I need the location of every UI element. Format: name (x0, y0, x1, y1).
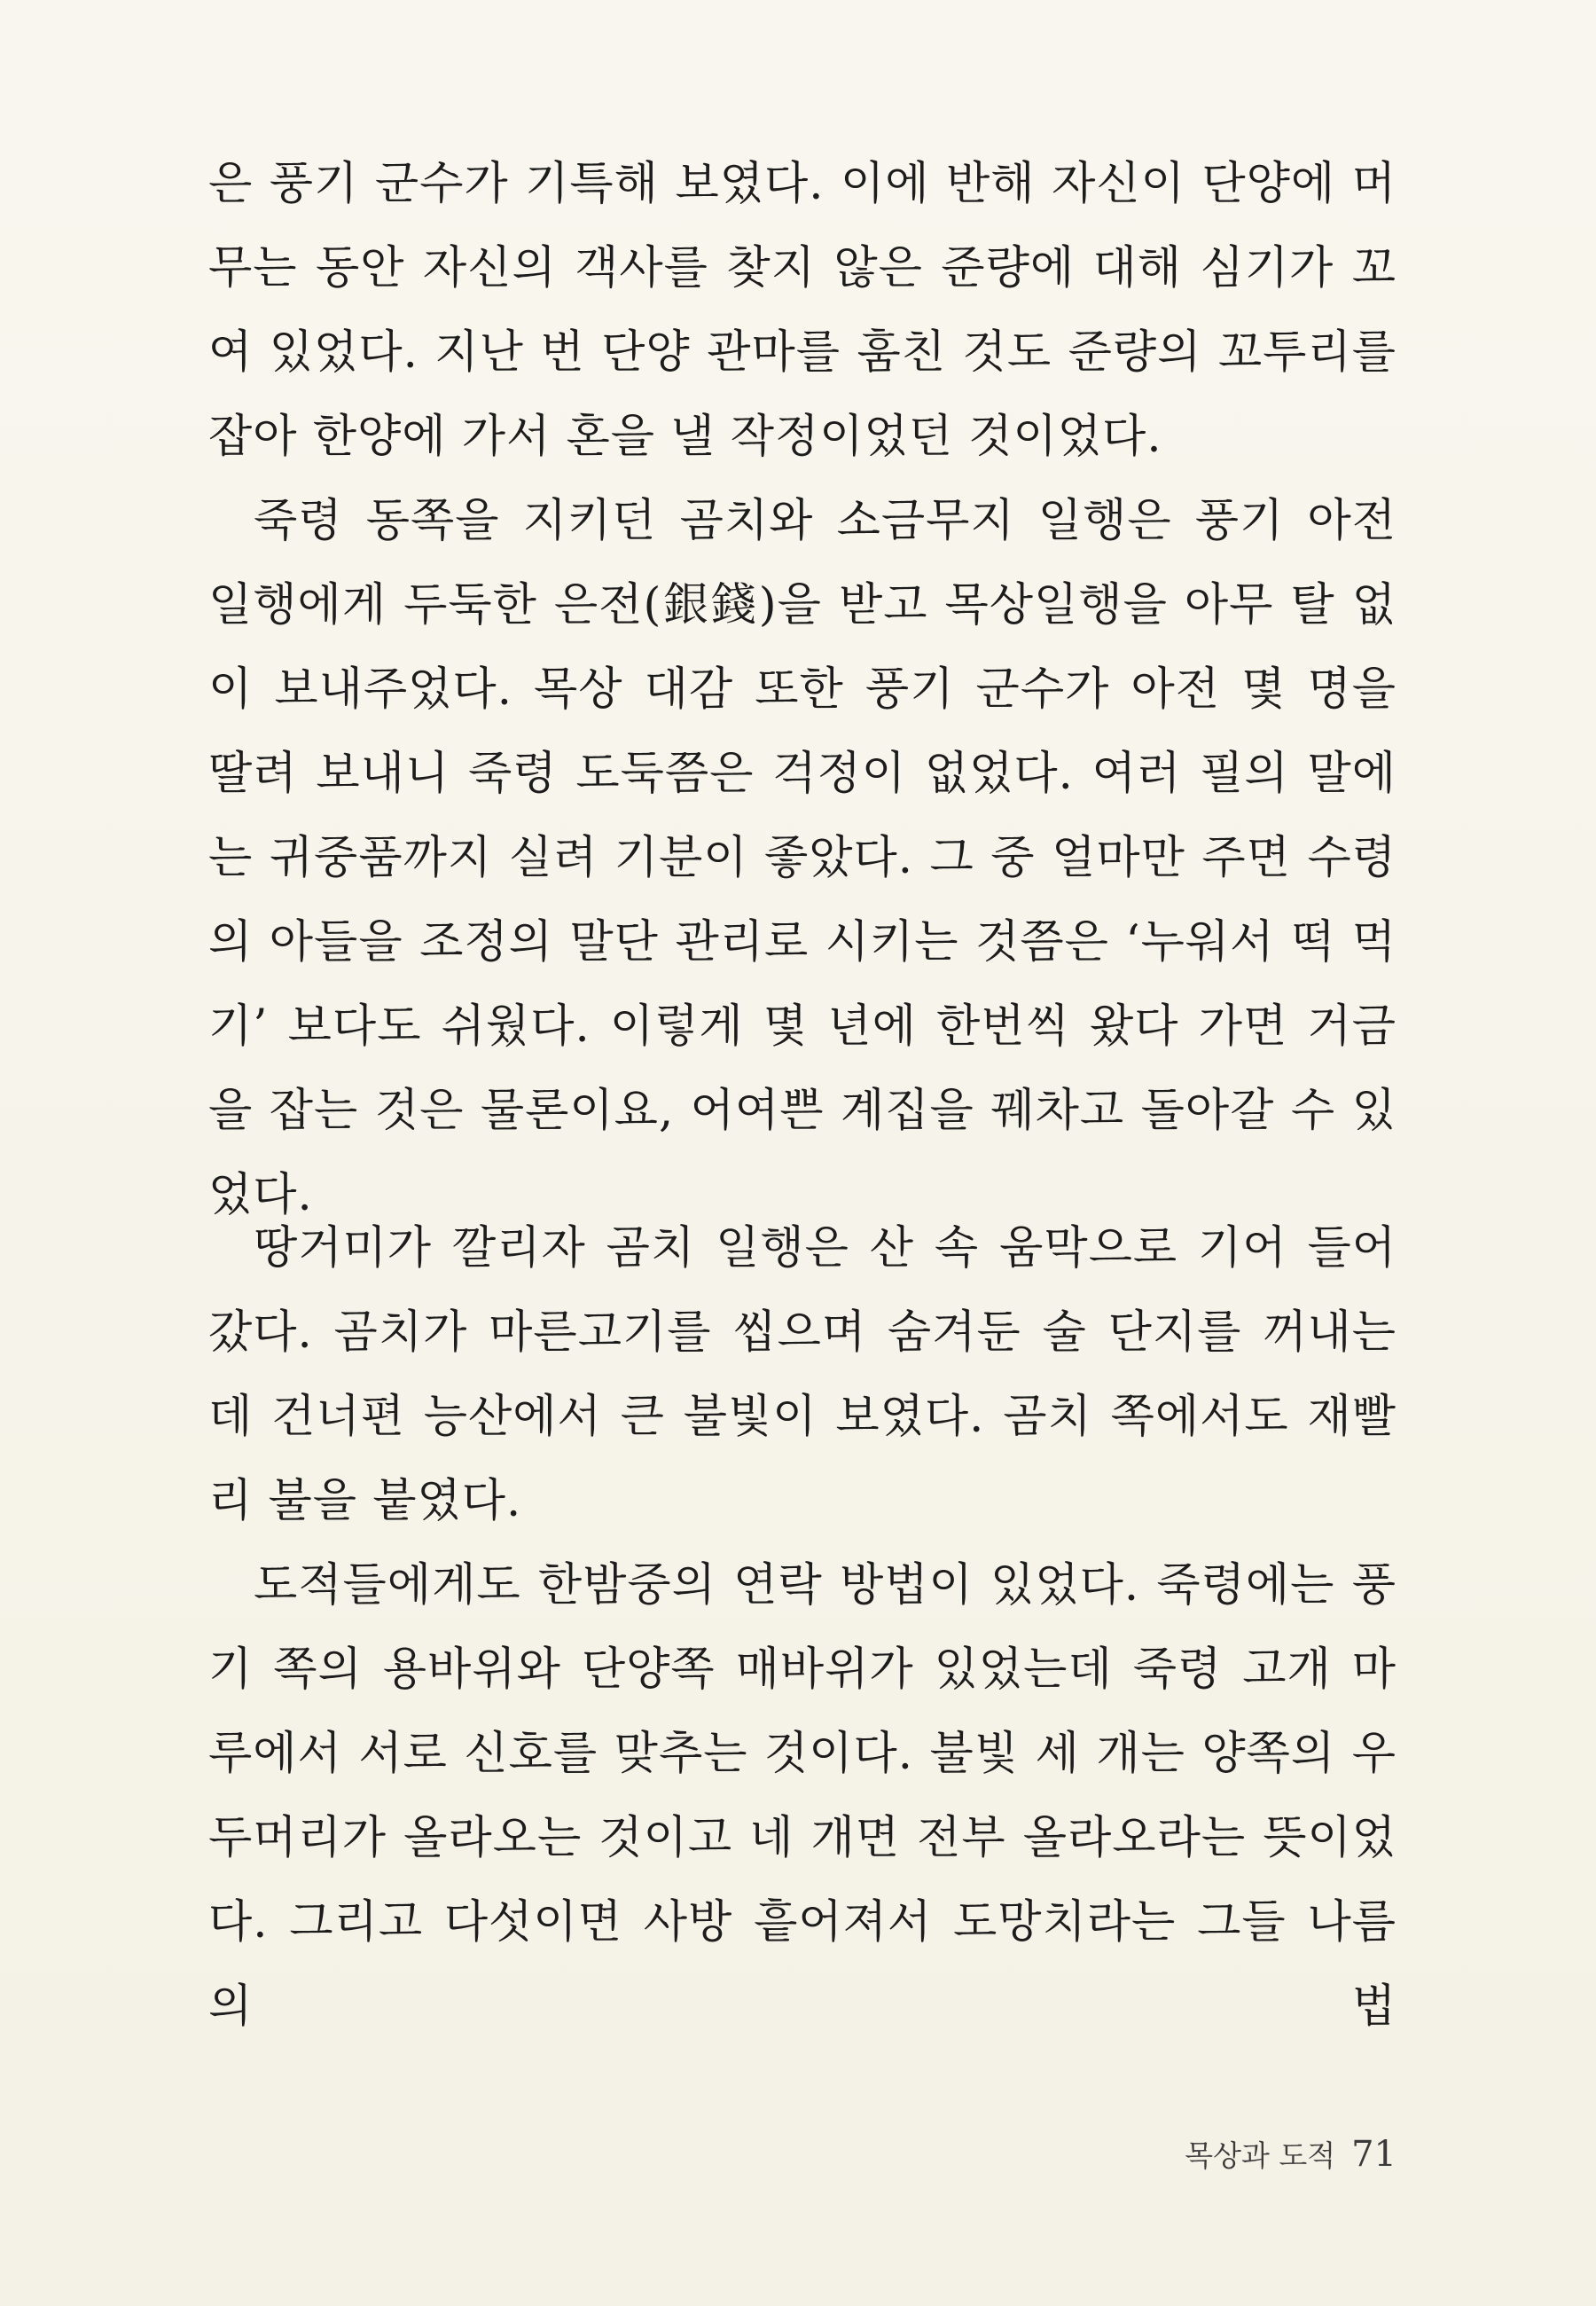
page-number: 71 (1351, 2134, 1396, 2175)
body-text-bottom (208, 1206, 1396, 2049)
paragraph: 도적들에게도 한밤중의 연락 방법이 있었다. 죽령에는 풍기 쪽의 용바위와 단양쪽 매바위가 있었는데 죽령 고개 마루에서 서로 신호를 맞추는 것이다. 불빛 세 개는 양쪽의 우두머리가 올라오는 것이고 네 개면 전부 올라오라는 뜻이었다. 그리고 다섯이면 사방 흩어져서 도망치라는 그들 나름의 법 (208, 1559, 1396, 2033)
running-title: 목상과 도적 (1185, 2138, 1336, 2173)
body-text-top (208, 142, 1396, 1237)
paragraph: 땅거미가 깔리자 곰치 일행은 산 속 움막으로 기어 들어갔다. 곰치가 마른고기를 씹으며 숨겨둔 술 단지를 꺼내는데 건너편 능산에서 큰 불빛이 보였다. 곰치 쪽에서도 재빨리 불을 붙였다. (208, 1222, 1396, 1527)
paragraph: 은 풍기 군수가 기특해 보였다. 이에 반해 자신이 단양에 머무는 동안 자신의 객사를 찾지 않은 준량에 대해 심기가 꼬여 있었다. 지난 번 단양 관마를 훔친 것도 준량의 꼬투리를 잡아 한양에 가서 혼을 낼 작정이었던 것이었다. (208, 158, 1396, 463)
paragraph: 죽령 동쪽을 지키던 곰치와 소금무지 일행은 풍기 아전 일행에게 두둑한 은전(銀錢)을 받고 목상일행을 아무 탈 없이 보내주었다. 목상 대감 또한 풍기 군수가 아전 몇 명을 딸려 보내니 죽령 도둑쯤은 걱정이 없었다. 여러 필의 말에는 귀중품까지 실려 기분이 좋았다. 그 중 얼마만 주면 수령의 아들을 조정의 말단 관리로 시키는 것쯤은 ‘누워서 떡 먹기’ 보다도 쉬웠다. 이렇게 몇 년에 한번씩 왔다 가면 거금을 잡는 것은 물론이요, 어여쁜 계집을 꿰차고 돌아갈 수 있었다. (208, 495, 1396, 1221)
page-footer (1108, 2133, 1396, 2175)
